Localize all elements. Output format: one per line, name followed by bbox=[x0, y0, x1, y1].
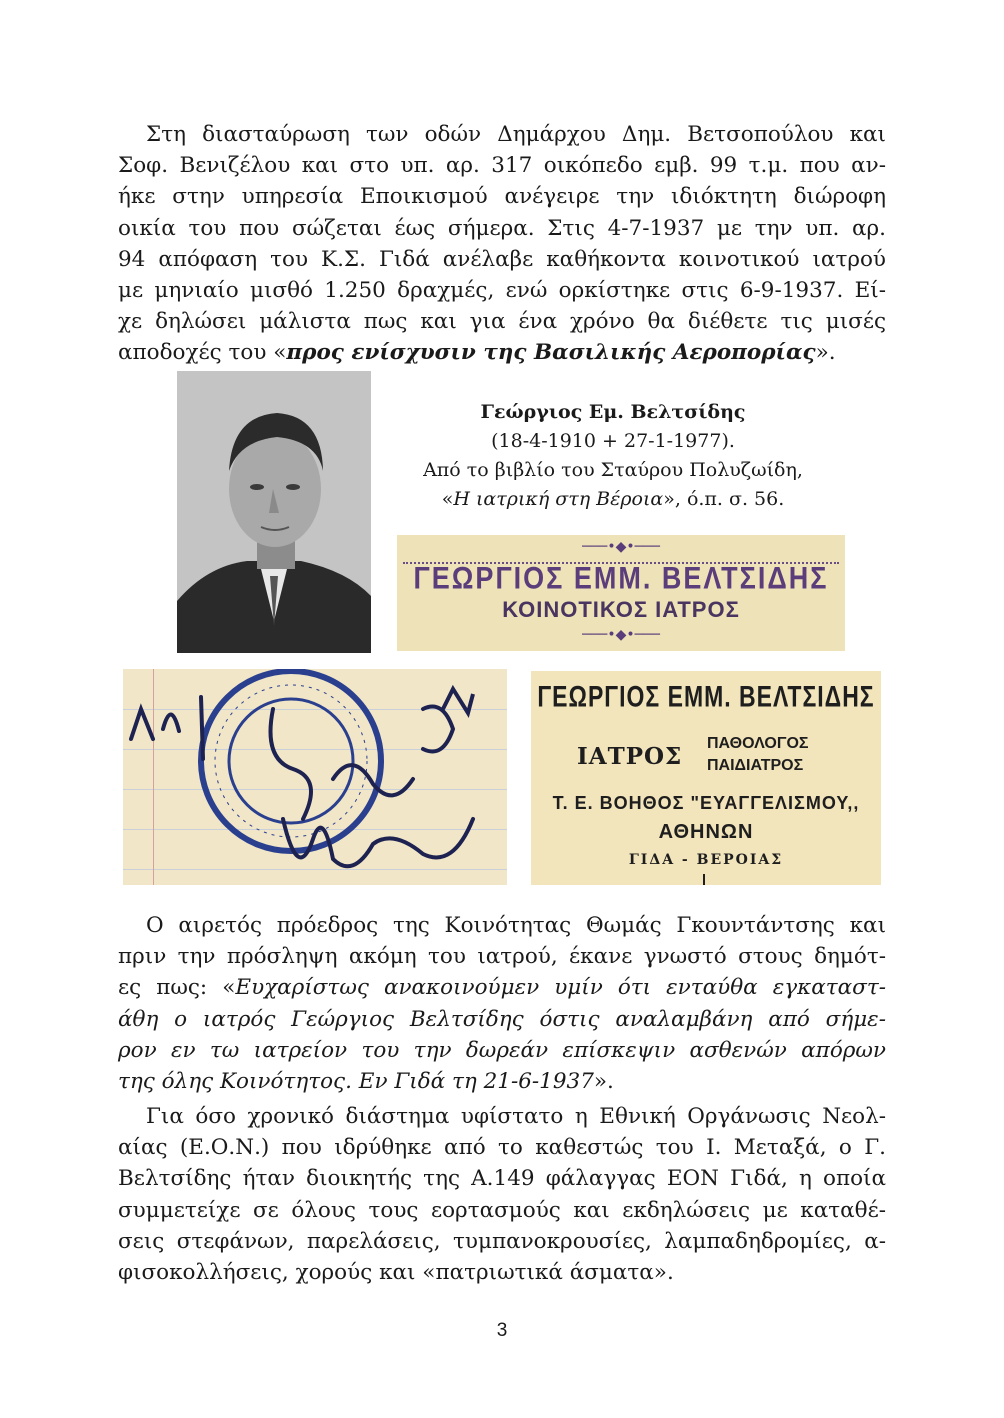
text-line: με μηνιαίο μισθό 1.250 δραχμές, ενώ ορκίστηκε στις 6-9-1937. Εί- bbox=[118, 278, 886, 304]
letterhead-specialty: ΠΑΘΟΛΟΓΟΣ bbox=[707, 735, 809, 752]
text-line: Στη διασταύρωση των οδών Δημάρχου Δημ. Βετσοπούλου και bbox=[146, 122, 886, 147]
text-line: ήκε στην υπηρεσία Εποικισμού ανέγειρε την ιδιόκτητη διώροφη bbox=[118, 184, 886, 210]
text-line: της όλης Κοινότητος. Εν Γιδά τη 21-6-1937». bbox=[118, 1069, 614, 1095]
round-seal-icon bbox=[123, 669, 507, 885]
text-line: 94 απόφαση του Κ.Σ. Γιδά ανέλαβε καθήκοντα κοινοτικού ιατρού bbox=[118, 246, 886, 272]
page-number: 3 bbox=[496, 1320, 508, 1341]
caption-name: Γεώργιος Εμ. Βελτσίδης bbox=[480, 401, 746, 423]
letterhead-specialty: ΠΑΙΔΙΑΤΡΟΣ bbox=[707, 757, 804, 774]
letterhead-name: ΓΕΩΡΓΙΟΣ ΕΜΜ. ΒΕΛΤΣΙΔΗΣ bbox=[537, 678, 875, 713]
text-line: φισοκολλήσεις, χορούς και «πατριωτικά άσματα». bbox=[118, 1260, 674, 1286]
text-line: ες πως: «Ευχαρίστως ανακοινούμεν υμίν ότι ενταύθα εγκαταστ- bbox=[118, 975, 886, 1001]
ornament-icon: ───•◆•─── bbox=[582, 539, 660, 555]
text-line: αποδοχές του «προς ενίσχυσιν της Βασιλικής Αεροπορίας». bbox=[118, 340, 836, 366]
paragraph-1 bbox=[118, 119, 886, 369]
text-line: Ο αιρετός πρόεδρος της Κοινότητας Θωμάς Γκουντάντσης και bbox=[146, 913, 886, 938]
letterhead-affiliation: Τ. Ε. ΒΟΗΘΟΣ "ΕΥΑΓΓΕΛΙΣΜΟΥ,, bbox=[552, 793, 860, 813]
stamp-title: ΚΟΙΝΟΤΙΚΟΣ ΙΑΤΡΟΣ bbox=[502, 597, 740, 622]
text-line: ρον εν τω ιατρείον του την δωρεάν επίσκεψιν ασθενών απόρων bbox=[118, 1037, 886, 1063]
text-line: Για όσο χρονικό διάστημα υφίστατο η Εθνική Οργάνωσις Νεολ- bbox=[146, 1104, 886, 1129]
caption-source: Από το βιβλίο του Σταύρου Πολυζωίδη, bbox=[423, 459, 803, 481]
text-line: πριν την πρόσληψη ακόμη του ιατρού, έκανε γνωστό στους δημότ- bbox=[118, 944, 886, 970]
ornament-icon: ───•◆•─── bbox=[582, 627, 660, 643]
letterhead-profession: ΙΑΤΡΟΣ bbox=[577, 743, 683, 770]
signature-seal-image bbox=[123, 669, 507, 885]
caption-dates: (18-4-1910 + 27-1-1977). bbox=[491, 430, 735, 452]
emphasis-quote: προς ενίσχυσιν της Βασιλικής Αεροπορίας bbox=[286, 340, 816, 366]
decorative-rule bbox=[703, 874, 705, 885]
text-line: σεις στεφάνων, παρελάσεις, τυμπανοκρουσίες, λαμπαδηδρομίες, α- bbox=[118, 1228, 886, 1254]
photo-caption bbox=[393, 398, 833, 514]
paragraph-2 bbox=[118, 910, 886, 1097]
caption-book: «Η ιατρική στη Βέροια», ό.π. σ. 56. bbox=[441, 488, 785, 510]
text-line: αίας (Ε.Ο.Ν.) που ιδρύθηκε από το καθεστώς του Ι. Μεταξά, ο Γ. bbox=[118, 1135, 886, 1161]
text-line: Σοφ. Βενιζέλου και στο υπ. αρ. 317 οικόπεδο εμβ. 99 τ.μ. που αν- bbox=[118, 153, 886, 179]
text-line: άθη ο ιατρός Γεώργιος Βελτσίδης όστις αναλαμβάνη από σήμε- bbox=[118, 1006, 886, 1032]
letterhead-city: ΑΘΗΝΩΝ bbox=[658, 821, 754, 843]
portrait-photo bbox=[177, 371, 371, 653]
text-line: Βελτσίδης ήταν διοικητής της Α.149 φάλαγγας ΕΟΝ Γιδά, η οποία bbox=[118, 1166, 886, 1192]
stamp-name: ΓΕΩΡΓΙΟΣ ΕΜΜ. ΒΕΛΤΣΙΔΗΣ bbox=[413, 560, 829, 596]
paragraph-3 bbox=[118, 1101, 886, 1288]
letterhead-location: ΓΙΔΑ - ΒΕΡΟΙΑΣ bbox=[628, 852, 784, 868]
letterhead-image bbox=[531, 671, 881, 885]
rubber-stamp-image bbox=[397, 535, 845, 651]
text-line: χε δηλώσει μάλιστα πως και για ένα χρόνο θα διέθετε τις μισές bbox=[118, 309, 886, 335]
text-line: οικία του που σώζεται έως σήμερα. Στις 4-7-1937 με την υπ. αρ. bbox=[118, 215, 886, 241]
text-line: συμμετείχε σε όλους τους εορτασμούς και εκδηλώσεις με καταθέ- bbox=[118, 1197, 886, 1223]
